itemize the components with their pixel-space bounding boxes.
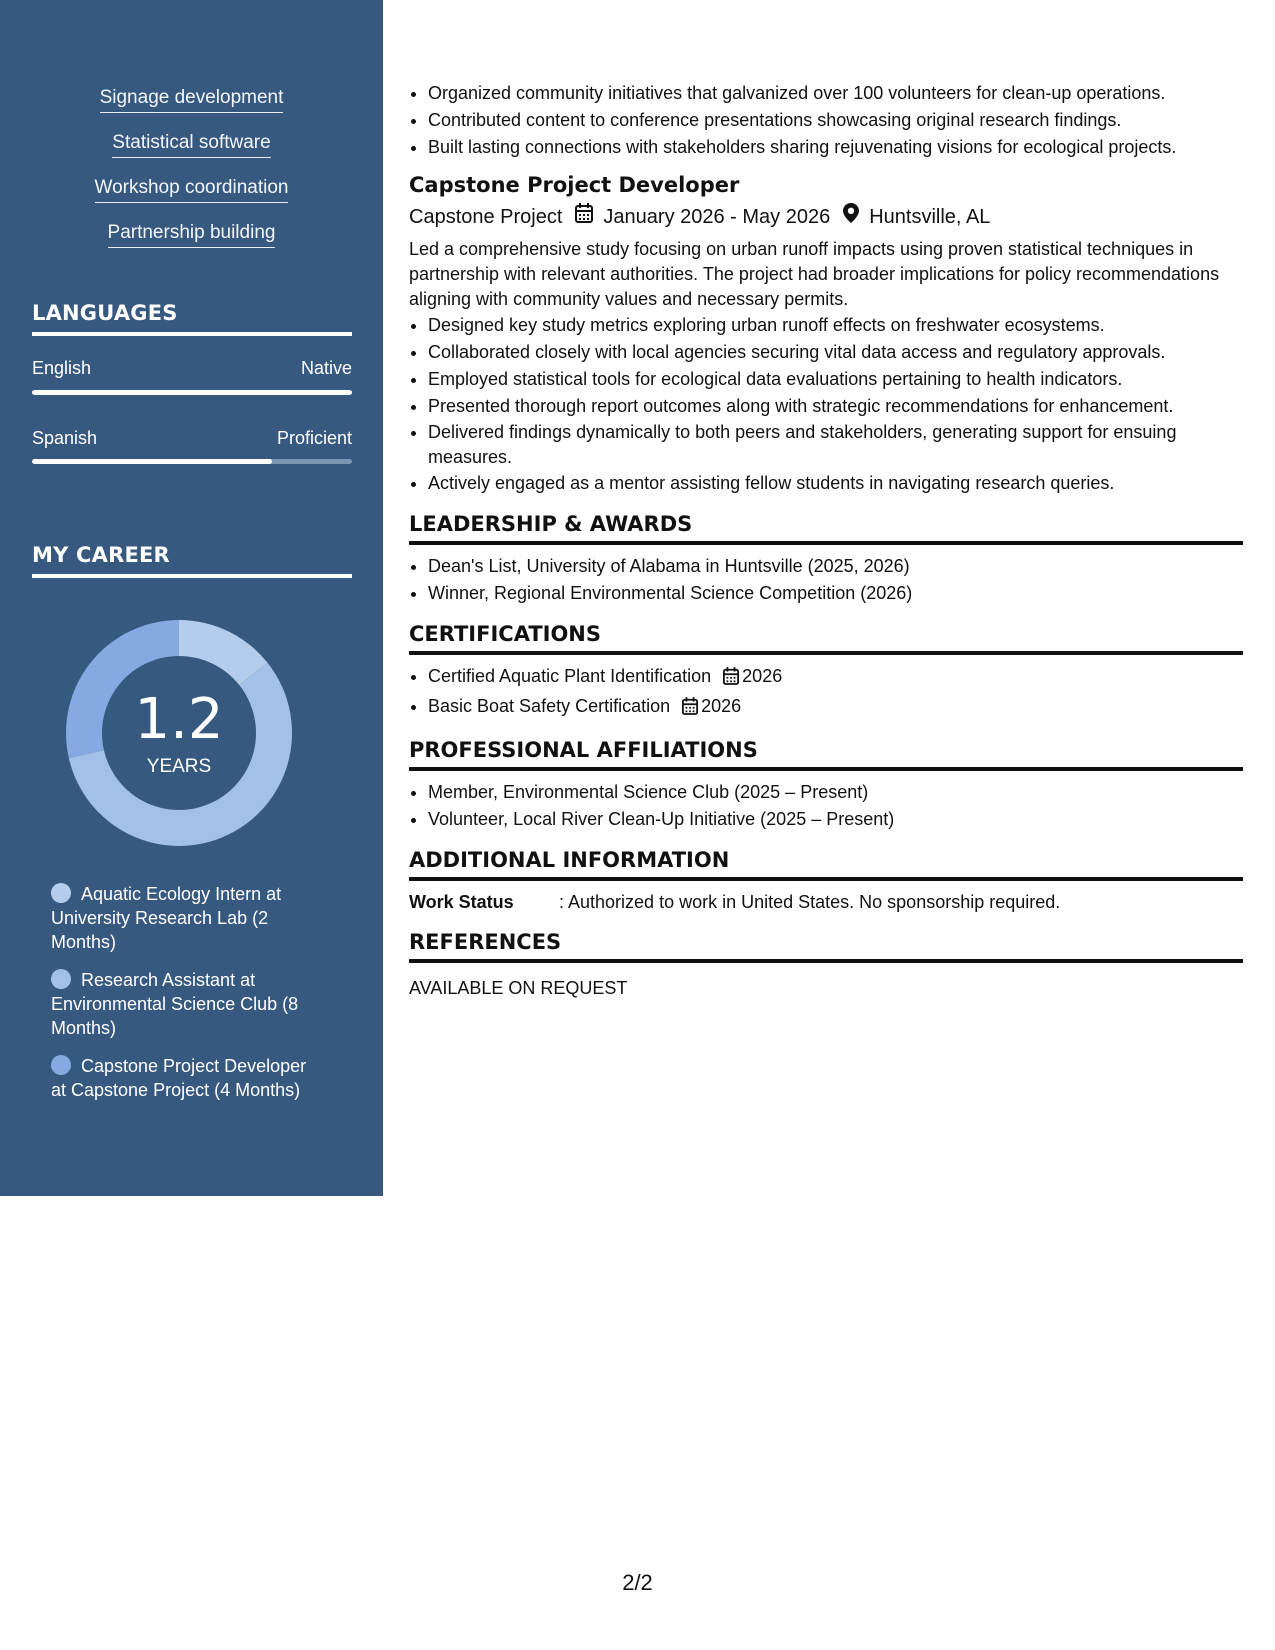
work-status-label: Work Status: [409, 892, 514, 912]
skill-item: Statistical software: [112, 131, 270, 158]
bullet-item: • Contributed content to conference presentations showcasing original research findings.: [428, 107, 1243, 134]
career-total-years: 1.2: [134, 687, 224, 752]
page-number: 2/2: [622, 1570, 653, 1595]
bullet-item: • Employed statistical tools for ecological data evaluations pertaining to health indicators.: [428, 366, 1243, 393]
skill-item: Workshop coordination: [95, 176, 289, 203]
certification-year: 2026: [742, 666, 783, 686]
career-heading: MY CAREER: [32, 543, 352, 578]
career-list: [51, 882, 321, 1116]
certification-year: 2026: [701, 696, 742, 716]
certifications-heading: CERTIFICATIONS: [409, 621, 1243, 655]
main-content: [409, 80, 1243, 1001]
certification-name: Basic Boat Safety Certification: [428, 696, 671, 716]
career-item-label: Research Assistant at Environmental Science Club (8 Months): [51, 970, 299, 1038]
legend-dot-icon: [51, 883, 71, 903]
language-bar-english: [32, 390, 352, 395]
certifications-list: [409, 663, 1243, 723]
skill-item: Signage development: [100, 86, 284, 113]
language-level: Proficient: [276, 428, 352, 448]
bullet-item: • Collaborated closely with local agencies securing vital data access and regulatory approvals.: [428, 339, 1243, 366]
additional-info-heading: ADDITIONAL INFORMATION: [409, 847, 1243, 881]
career-item: [51, 882, 321, 954]
career-item: [51, 1054, 321, 1102]
certification-item: [428, 663, 1243, 693]
bullet-item: • Organized community initiatives that galvanized over 100 volunteers for clean-up operations.: [428, 80, 1243, 107]
career-total-unit: YEARS: [146, 756, 212, 777]
work-status-value: : Authorized to work in United States. No sponsorship required.: [559, 892, 1061, 912]
bullet-item: • Designed key study metrics exploring urban runoff effects on freshwater ecosystems.: [428, 312, 1243, 339]
language-name: Spanish: [32, 428, 98, 448]
job-description: Led a comprehensive study focusing on urban runoff impacts using proven statistical techniques in partnership with relevant authorities. The project had broader implications for policy recommendations aligning with community values and necessary permits.: [409, 239, 1220, 309]
job-meta: [409, 201, 1243, 233]
skill-item: Partnership building: [108, 221, 276, 248]
career-item-label: Aquatic Ecology Intern at University Research Lab (2 Months): [51, 884, 282, 952]
job-company: Capstone Project: [409, 206, 563, 228]
bullet-item: • Presented thorough report outcomes along with strategic recommendations for enhancement.: [428, 393, 1243, 420]
legend-dot-icon: [51, 1055, 71, 1075]
work-status-row: [409, 889, 1243, 915]
bullet-item: • Delivered findings dynamically to both peers and stakeholders, generating support for ensuing measures.: [428, 420, 1243, 470]
job-dates: January 2026 - May 2026: [603, 206, 831, 228]
calendar-icon: [682, 696, 698, 723]
job-title: Capstone Project Developer: [409, 173, 740, 197]
map-pin-icon: [843, 201, 859, 233]
affiliation-item: • Volunteer, Local River Clean-Up Initiative (2025 – Present): [428, 806, 1243, 833]
language-level: Native: [300, 358, 352, 378]
references-text: AVAILABLE ON REQUEST: [409, 978, 628, 998]
calendar-icon: [575, 201, 593, 233]
language-name: English: [32, 358, 92, 378]
language-bar-spanish: [32, 459, 352, 464]
job-bullets: [409, 312, 1243, 497]
languages-heading: LANGUAGES: [32, 301, 352, 336]
language-row-english: [32, 358, 352, 379]
career-item: [51, 968, 321, 1040]
affiliation-item: • Member, Environmental Science Club (2025 – Present): [428, 779, 1243, 806]
certification-item: [428, 693, 1243, 723]
legend-dot-icon: [51, 969, 71, 989]
previous-job-bullets: [409, 80, 1243, 161]
award-item: • Winner, Regional Environmental Science Competition (2026): [428, 580, 1243, 607]
job-location: Huntsville, AL: [869, 206, 991, 228]
career-item-label: Capstone Project Developer at Capstone Project (4 Months): [51, 1056, 307, 1100]
affiliations-heading: PROFESSIONAL AFFILIATIONS: [409, 737, 1243, 771]
language-row-spanish: [32, 428, 352, 449]
language-bar-fill: [32, 390, 352, 395]
awards-list: [409, 553, 1243, 607]
calendar-icon: [723, 666, 739, 693]
awards-heading: LEADERSHIP & AWARDS: [409, 511, 1243, 545]
language-bar-fill: [32, 459, 272, 464]
affiliations-list: [409, 779, 1243, 833]
references-heading: REFERENCES: [409, 929, 1243, 963]
sidebar: [0, 0, 383, 1196]
bullet-item: • Actively engaged as a mentor assisting fellow students in navigating research queries.: [428, 470, 1243, 497]
skills-list: [0, 86, 383, 266]
bullet-item: • Built lasting connections with stakeholders sharing rejuvenating visions for ecological projects.: [428, 134, 1243, 161]
award-item: • Dean's List, University of Alabama in Huntsville (2025, 2026): [428, 553, 1243, 580]
certification-name: Certified Aquatic Plant Identification: [428, 666, 712, 686]
